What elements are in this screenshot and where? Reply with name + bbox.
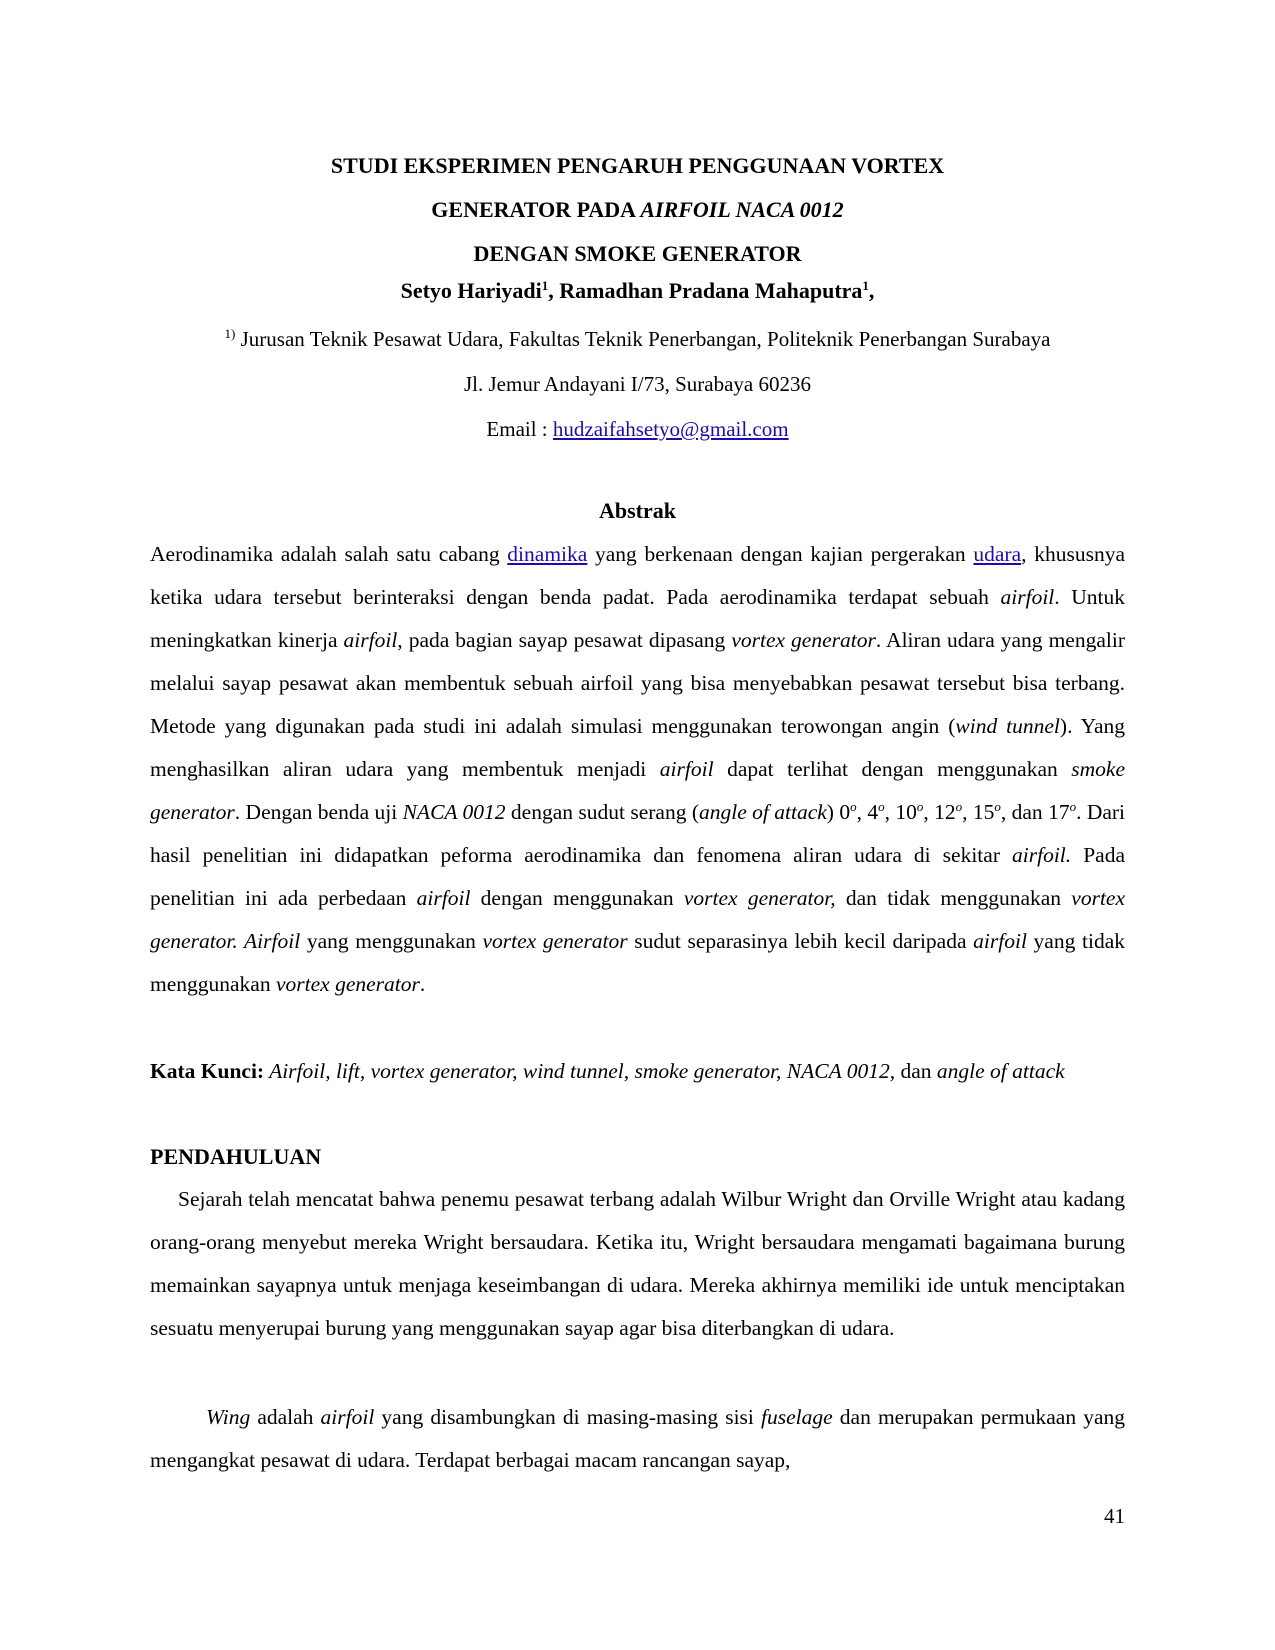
abstract-text: Pada penelitian ini ada perbedaan [150, 843, 1125, 910]
abstract-heading: Abstrak [598, 498, 676, 523]
abstract-text: . Aliran udara yang mengalir melalui sayap pesawat akan membentuk sebuah airfoil yang bisa menyebabkan pesawat tersebut bisa terbang. Metode yang digunakan pada studi ini adalah simulasi menggunakan terowongan angin ( [150, 628, 1125, 738]
author-trailing: , [868, 278, 875, 303]
intro-paragraph-1 [150, 1178, 1125, 1350]
keywords-label: Kata Kunci: [150, 1059, 265, 1083]
abstract-text: . [419, 972, 426, 996]
abstract-italic-term: vortex generator, [683, 886, 836, 910]
intro-paragraph-2 [150, 1396, 1125, 1482]
abstract-text: ). Yang menghasilkan aliran udara yang membentuk menjadi [150, 714, 1126, 781]
abstract-text: dapat terlihat dengan menggunakan [713, 757, 1072, 781]
author-2-affiliation-mark: 1 [862, 278, 869, 293]
angle-separator: , [884, 800, 896, 824]
abstract-italic-term: NACA 0012 [402, 800, 506, 824]
abstract-text: yang menggunakan [300, 929, 483, 953]
abstract-italic-term: airfoil. [1012, 843, 1072, 867]
affiliation-email [150, 407, 1125, 452]
angle-of-attack-list [839, 800, 1076, 824]
angle-separator: , [923, 800, 935, 824]
abstract-text: , khususnya ketika udara tersebut berinteraksi dengan benda padat. Pada aerodinamika terdapat sebuah [150, 542, 1125, 609]
keywords-conjunction: dan [895, 1059, 937, 1083]
author-list [150, 270, 1125, 312]
abstract-text: . Dari hasil penelitian ini didapatkan peforma aerodinamika dan fenomena aliran udara di sekitar [150, 800, 1126, 867]
abstract-text: dengan menggunakan [470, 886, 684, 910]
author-1-affiliation-mark: 1 [541, 278, 549, 293]
abstract-text: sudut separasinya lebih kecil daripada [627, 929, 974, 953]
abstract-text: . Untuk meningkatkan kinerja [150, 585, 1126, 652]
title-line-1: STUDI EKSPERIMEN PENGARUH PENGGUNAAN VORTEX [330, 153, 945, 178]
angle-value: 12 [934, 800, 956, 824]
intro-paragraph-2-text [150, 1396, 1125, 1482]
page-number: 41 [1104, 1504, 1125, 1528]
abstract-italic-term: smoke generator [150, 757, 1126, 824]
affiliation-block [150, 317, 1125, 452]
institution-text: Jurusan Teknik Pesawat Udara, Fakultas Teknik Penerbangan, Politeknik Penerbangan Surabaya [235, 327, 1051, 351]
angle-value: 15 [972, 800, 995, 824]
keywords-last: angle of attack [936, 1059, 1065, 1083]
abstract-text: Aerodinamika adalah salah satu cabang [150, 542, 508, 566]
keywords-list: Airfoil, lift, vortex generator, wind tunnel, smoke generator, NACA 0012, [264, 1059, 896, 1083]
affiliation-address: Jl. Jemur Andayani I/73, Surabaya 60236 [463, 372, 812, 396]
abstract-italic-term: airfoil [973, 929, 1027, 953]
abstract-text: yang tidak menggunakan [150, 929, 1125, 996]
abstract-italic-term: angle of attack [699, 800, 827, 824]
author-separator: , [548, 278, 560, 303]
affiliation-institution [150, 317, 1125, 362]
abstract-text: dengan sudut serang ( [505, 800, 699, 824]
title-line-3: DENGAN SMOKE GENERATOR [473, 241, 802, 266]
abstract-italic-term: vortex generator [731, 628, 876, 652]
abstract-body [150, 533, 1125, 1006]
intro-italic-term: fuselage [761, 1405, 833, 1429]
section-heading-pendahuluan: PENDAHULUAN [150, 1144, 322, 1169]
title-line-2-italic: AIRFOIL NACA 0012 [640, 197, 844, 222]
angle-value: 17 [1048, 800, 1070, 824]
author-1: Setyo Hariyadi [400, 278, 542, 303]
abstract-text: dan tidak menggunakan [835, 886, 1072, 910]
angle-degree-mark: o [994, 799, 1001, 814]
author-2: Ramadhan Pradana Mahaputra [559, 278, 863, 303]
angle-degree-mark: o [1069, 799, 1077, 814]
intro-text: adalah [250, 1405, 321, 1429]
intro-italic-term: airfoil [320, 1405, 375, 1429]
abstract-italic-term: airfoil [1000, 585, 1055, 609]
abstract-text: , pada bagian sayap pesawat dipasang [397, 628, 732, 652]
link-udara[interactable]: udara [973, 542, 1022, 566]
intro-text: yang disambungkan di masing-masing sisi [374, 1405, 761, 1429]
intro-paragraph-1-text: Sejarah telah mencatat bahwa penemu pesawat terbang adalah Wilbur Wright dan Orville Wright atau kadang orang-orang menyebut mereka Wright bersaudara. Ketika itu, Wright bersaudara mengamati bagaimana burung memainkan sayapnya untuk menjaga keseimbangan di udara. Mereka akhirnya memiliki ide untuk menciptakan sesuatu menyerupai burung yang menggunakan sayap agar bisa diterbangkan di udara. [150, 1187, 1125, 1340]
abstract-text: . Dengan benda uji [234, 800, 403, 824]
angle-separator: , [856, 800, 868, 824]
abstract-italic-term: airfoil [659, 757, 714, 781]
abstract-italic-term: vortex generator. Airfoil [150, 886, 1126, 953]
abstract-paragraph [150, 533, 1125, 1006]
intro-text: dan merupakan permukaan yang mengangkat pesawat di udara. Terdapat berbagai macam rancangan sayap, [150, 1405, 1125, 1472]
abstract-italic-term: airfoil [343, 628, 398, 652]
abstract-italic-term: vortex generator [275, 972, 420, 996]
affiliation-mark: 1) [224, 326, 236, 341]
abstract-text: ) [826, 800, 840, 824]
abstract-italic-term: vortex generator [482, 929, 628, 953]
angle-degree-mark: o [955, 799, 963, 814]
title-line-2 [150, 188, 1125, 232]
email-link[interactable]: hudzaifahsetyo@gmail.com [552, 417, 789, 441]
abstract-italic-term: airfoil [416, 886, 471, 910]
abstract-text: yang berkenaan dengan kajian pergerakan [587, 542, 974, 566]
abstract-italic-term: wind tunnel [955, 714, 1060, 738]
angle-value: 10 [895, 800, 917, 824]
angle-degree-mark: o [878, 799, 885, 814]
angle-value: 4 [867, 800, 879, 824]
angle-degree-mark: o [850, 799, 857, 814]
angle-degree-mark: o [916, 799, 924, 814]
intro-italic-term: Wing [206, 1405, 251, 1429]
keywords-paragraph [150, 1050, 1125, 1093]
angle-separator: , dan [1000, 800, 1049, 824]
title-line-2-text: GENERATOR PADA [431, 197, 641, 222]
angle-separator: , [962, 800, 973, 824]
angle-value: 0 [839, 800, 851, 824]
keywords-block [150, 1050, 1125, 1093]
email-label: Email : [486, 417, 553, 441]
link-dinamika[interactable]: dinamika [507, 542, 588, 566]
paper-title [150, 144, 1125, 276]
